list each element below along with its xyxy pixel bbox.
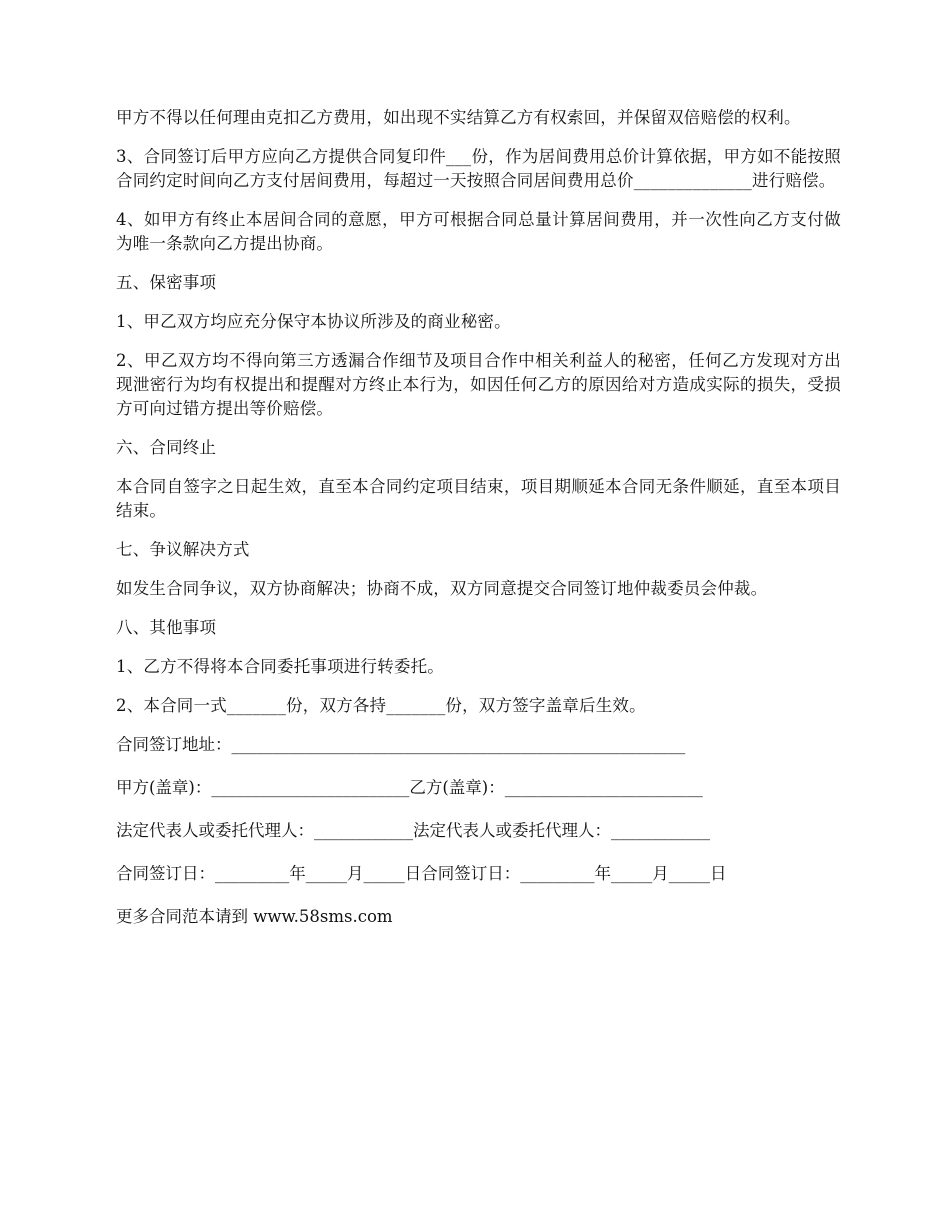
paragraph-clause-3-copies: 3、合同签订后甲方应向乙方提供合同复印件___份，作为居间费用总价计算依据，甲方如不能按照合同约定时间向乙方支付居间费用，每超过一天按照合同居间费用总价______________进行赔偿。 bbox=[116, 147, 841, 190]
party-seal-line: 甲方(盖章)：________________________乙方(盖章)：________________________ bbox=[116, 778, 703, 797]
section-heading-dispute: 七、争议解决方式 bbox=[116, 540, 250, 559]
document-page bbox=[116, 106, 841, 929]
paragraph-other-1: 1、乙方不得将本合同委托事项进行转委托。 bbox=[116, 657, 444, 676]
paragraph-clause-4-termination-intent: 4、如甲方有终止本居间合同的意愿，甲方可根据合同总量计算居间费用，并一次性向乙方支付做为唯一条款向乙方提出协商。 bbox=[116, 210, 841, 253]
footer-website-text: 更多合同范本请到 www.58sms.com bbox=[116, 907, 393, 926]
paragraph-termination: 本合同自签字之日起生效，直至本合同约定项目结束，项目期顺延本合同无条件顺延，直至本项目结束。 bbox=[116, 477, 841, 520]
paragraph-dispute: 如发生合同争议，双方协商解决；协商不成，双方同意提交合同签订地仲裁委员会仲裁。 bbox=[116, 579, 768, 598]
paragraph-confidentiality-2: 2、甲乙双方均不得向第三方透漏合作细节及项目合作中相关利益人的秘密，任何乙方发现对方出现泄密行为均有权提出和提醒对方终止本行为，如因任何乙方的原因给对方造成实际的损失，受损方可向过错方提出等价赔偿。 bbox=[116, 351, 841, 418]
section-heading-termination: 六、合同终止 bbox=[116, 438, 217, 457]
paragraph-compensation-rights: 甲方不得以任何理由克扣乙方费用，如出现不实结算乙方有权索回，并保留双倍赔偿的权利。 bbox=[116, 108, 801, 127]
signing-address-line: 合同签订地址：_______________________________________________________ bbox=[116, 735, 686, 754]
section-heading-other: 八、其他事项 bbox=[116, 618, 217, 637]
signing-date-line: 合同签订日：_________年_____月_____日合同签订日：_________年_____月_____日 bbox=[116, 864, 727, 883]
paragraph-confidentiality-1: 1、甲乙双方均应充分保守本协议所涉及的商业秘密。 bbox=[116, 312, 511, 331]
paragraph-other-2: 2、本合同一式_______份，双方各持_______份，双方签字盖章后生效。 bbox=[116, 696, 646, 715]
legal-representative-line: 法定代表人或委托代理人：____________法定代表人或委托代理人：____________ bbox=[116, 821, 710, 840]
section-heading-confidentiality: 五、保密事项 bbox=[116, 273, 217, 292]
